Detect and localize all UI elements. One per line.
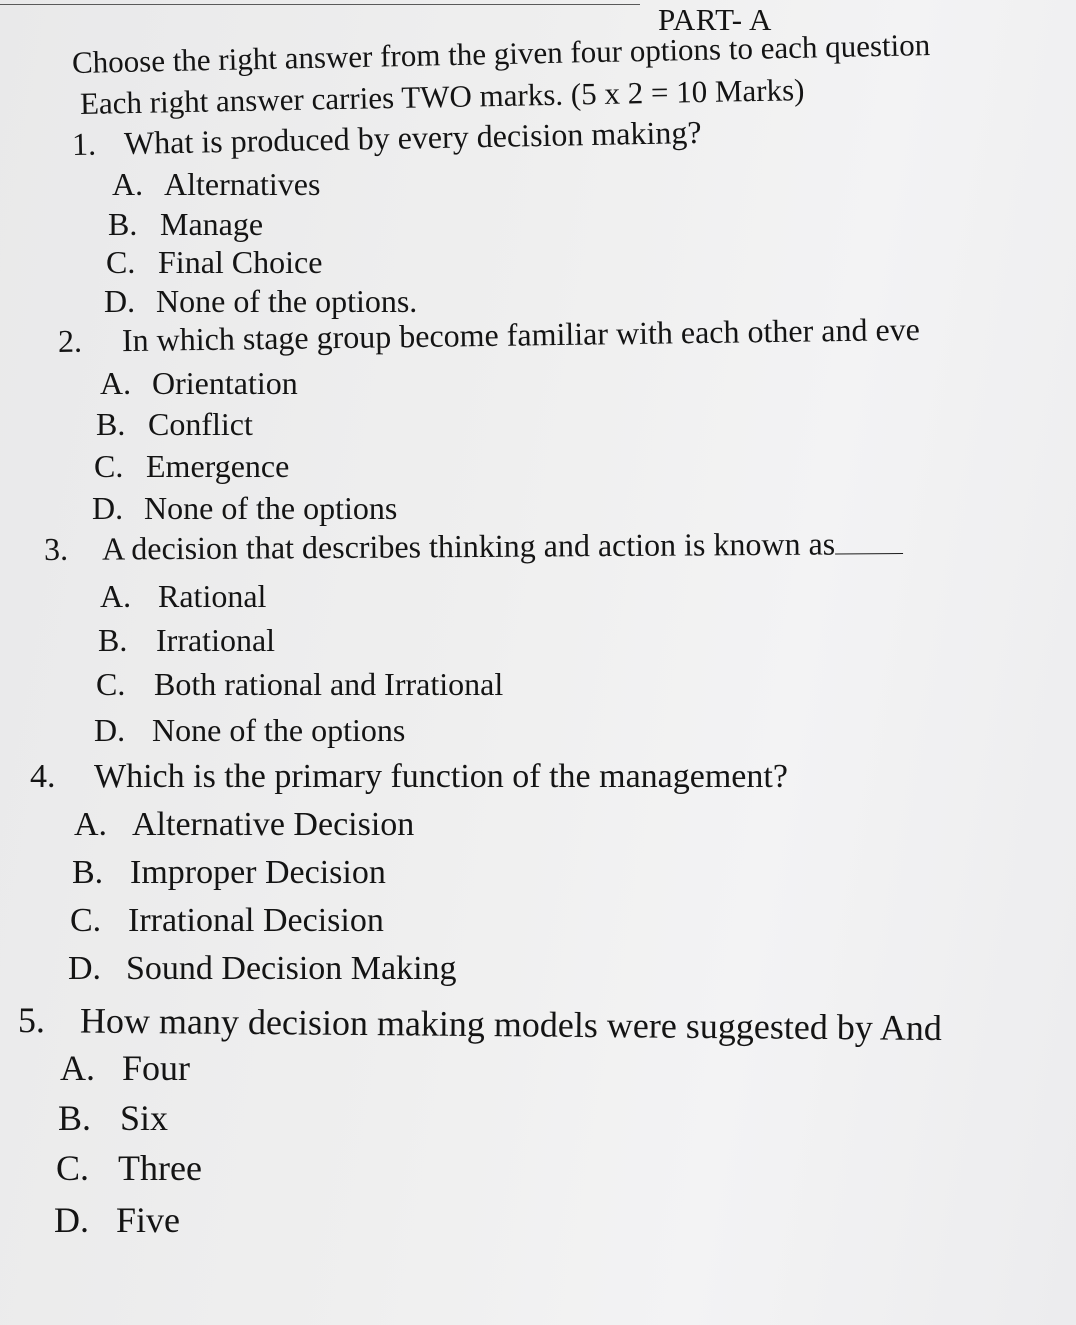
option-3d	[94, 714, 405, 746]
option-text: Sound Decision Making	[126, 950, 457, 987]
option-text: Alternative Decision	[132, 806, 415, 843]
option-text: Irrational Decision	[128, 902, 384, 939]
option-1d	[104, 285, 417, 317]
option-text: Alternatives	[164, 166, 321, 202]
option-letter: B.	[58, 1098, 92, 1138]
option-text: Four	[122, 1048, 191, 1088]
option-letter: D.	[68, 950, 102, 987]
option-text: None of the options	[152, 712, 406, 748]
option-letter: B.	[72, 854, 104, 891]
question-text: A decision that describes thinking and action is known as	[101, 525, 836, 567]
option-letter: A.	[100, 578, 132, 614]
question-number: 3.	[43, 530, 69, 567]
option-1c	[106, 246, 322, 278]
option-1b	[108, 208, 263, 240]
option-4d	[68, 952, 457, 986]
option-text: Orientation	[152, 365, 298, 401]
option-5c	[56, 1150, 202, 1186]
question-1	[71, 113, 702, 162]
option-letter: D.	[92, 490, 124, 526]
option-letter: A.	[60, 1048, 95, 1088]
option-text: Improper Decision	[130, 854, 386, 891]
question-3	[44, 527, 903, 565]
option-letter: C.	[56, 1148, 90, 1188]
option-5a	[60, 1050, 190, 1086]
question-number: 5.	[17, 1000, 46, 1041]
option-text: Conflict	[148, 406, 253, 442]
option-letter: C.	[94, 448, 124, 484]
option-4c	[70, 904, 384, 938]
option-text: Final Choice	[158, 244, 323, 280]
option-letter: D.	[94, 712, 126, 748]
top-rule	[0, 4, 640, 5]
option-5d	[54, 1202, 180, 1238]
question-number: 1.	[71, 125, 97, 162]
option-letter: C.	[96, 666, 126, 702]
question-text: What is produced by every decision making?	[123, 113, 702, 161]
option-2c	[94, 450, 289, 482]
option-4b	[72, 856, 386, 890]
option-letter: C.	[70, 902, 102, 939]
option-2b	[96, 408, 253, 440]
option-4a	[74, 808, 414, 842]
question-text: Which is the primary function of the management?	[94, 758, 788, 795]
option-letter: D.	[104, 283, 136, 319]
option-text: Rational	[158, 578, 267, 614]
option-letter: C.	[106, 244, 136, 280]
option-3a	[100, 580, 266, 612]
part-heading: PART- A	[658, 2, 772, 37]
option-text: Five	[116, 1200, 181, 1240]
option-2d	[92, 492, 397, 524]
question-number: 2.	[57, 322, 83, 359]
option-letter: B.	[108, 206, 138, 242]
option-letter: B.	[96, 406, 126, 442]
option-text: Both rational and Irrational	[154, 666, 504, 702]
instruction-line-2: Each right answer carries TWO marks. (5 x 2 = 10 Marks)	[79, 72, 805, 121]
question-5	[17, 1000, 942, 1049]
option-text: Six	[120, 1098, 169, 1138]
option-letter: A.	[100, 365, 132, 401]
question-2	[57, 310, 921, 359]
question-4	[30, 760, 788, 794]
option-text: None of the options.	[156, 283, 418, 319]
option-text: Manage	[160, 206, 264, 242]
instruction-line-1: Choose the right answer from the given four options to each question	[71, 27, 931, 80]
option-text: Irrational	[156, 622, 276, 658]
option-3b	[98, 624, 275, 656]
option-letter: A.	[112, 166, 144, 202]
option-text: None of the options	[144, 490, 398, 526]
option-letter: A.	[74, 806, 108, 843]
option-text: Three	[118, 1148, 202, 1188]
option-3c	[96, 668, 503, 700]
option-text: Emergence	[146, 448, 290, 484]
option-5b	[58, 1100, 168, 1136]
option-letter: B.	[98, 622, 128, 658]
question-text: How many decision making models were suggested by And	[79, 1000, 942, 1049]
option-1a	[112, 168, 320, 200]
question-text: In which stage group become familiar with each other and eve	[121, 310, 921, 359]
option-letter: D.	[54, 1200, 89, 1240]
question-number: 4.	[30, 758, 56, 795]
option-2a	[100, 367, 298, 399]
answer-blank	[835, 527, 903, 554]
